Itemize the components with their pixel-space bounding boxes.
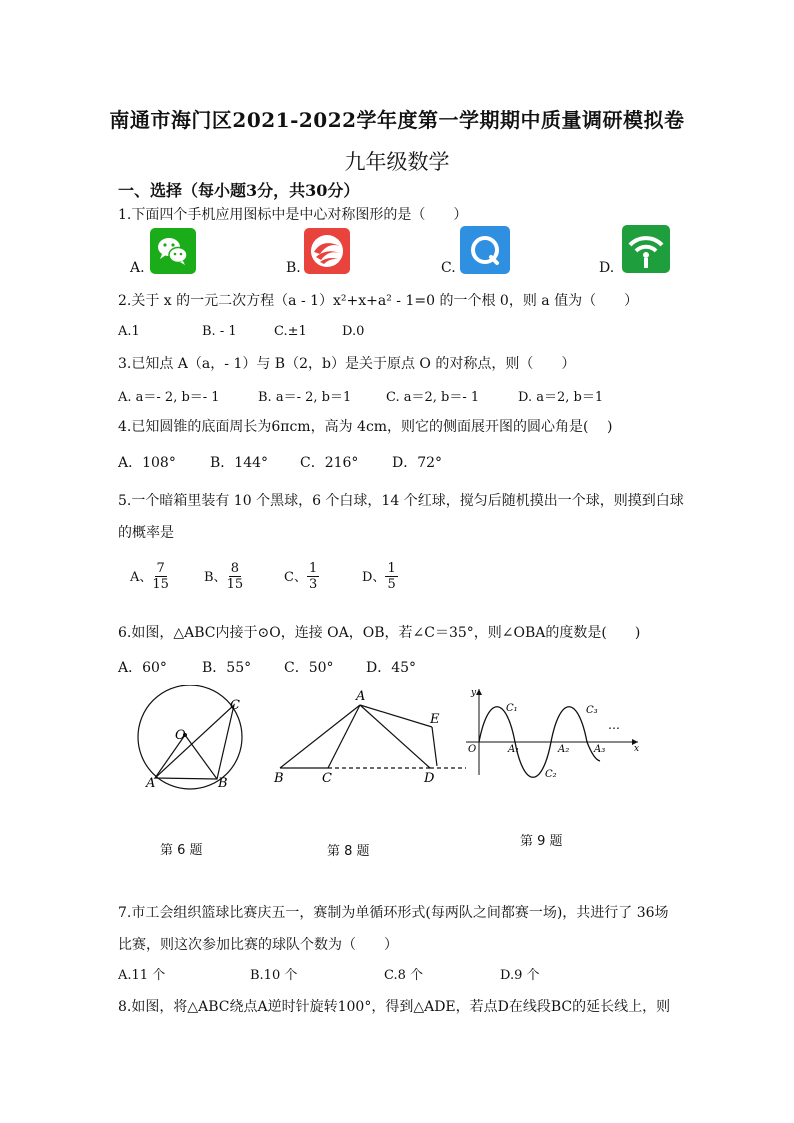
q5-option-d-label: D、 xyxy=(362,570,386,585)
fig8-label-e: E xyxy=(430,712,440,727)
question-5-line-1: 5.一个暗箱里装有 10 个黑球，6 个白球，14 个红球，搅匀后随机摸出一个球，则摸到白球 xyxy=(118,493,684,509)
weibo-icon xyxy=(304,228,350,274)
q6-option-d: D．45° xyxy=(366,660,417,676)
q7-option-c: C.8 个 xyxy=(384,968,424,983)
question-6: 6.如图，△ABC内接于⊙O，连接 OA，OB，若∠C＝35°，则∠OBA的度数是( ) xyxy=(118,625,641,641)
q5-option-c-num: 1 xyxy=(308,561,318,576)
fig6-label-c: C xyxy=(230,698,240,713)
question-7-line-2: 比赛，则这次参加比赛的球队个数为（ ） xyxy=(118,937,398,953)
q4-option-d: D．72° xyxy=(392,455,443,471)
fig8-label-d: D xyxy=(424,771,435,785)
fig8-label-c: C xyxy=(322,771,332,785)
q7-option-b: B.10 个 xyxy=(250,968,298,983)
question-3: 3.已知点 A（a，- 1）与 B（2，b）是关于原点 O 的对称点，则（ ） xyxy=(118,356,576,372)
fig9-label-y: y xyxy=(471,688,477,698)
q4-option-c: C．216° xyxy=(300,455,359,471)
q5-option-c-label: C、 xyxy=(284,570,307,585)
fig9-ellipsis: … xyxy=(608,718,620,732)
q5-option-a xyxy=(130,561,169,592)
q7-option-a: A.11 个 xyxy=(118,968,166,983)
q5-option-a-den: 15 xyxy=(152,577,169,592)
question-5-line-2: 的概率是 xyxy=(118,525,174,541)
question-7-line-1: 7.市工会组织篮球比赛庆五一，赛制为单循环形式(每两队之间都赛一场)，共进行了 36场 xyxy=(118,905,669,921)
q5-option-c-den: 3 xyxy=(308,577,318,592)
figure-8-caption: 第 8 题 xyxy=(327,844,370,859)
fig9-label-c3: C₃ xyxy=(586,705,598,716)
fig6-label-a: A xyxy=(146,776,156,791)
q3-option-c: C. a＝2, b＝- 1 xyxy=(386,390,480,405)
search-app-icon xyxy=(460,226,510,274)
q1-label-c: C. xyxy=(441,260,456,276)
q2-option-c: C.±1 xyxy=(274,324,307,339)
q5-option-b xyxy=(204,561,243,592)
q5-option-d-den: 5 xyxy=(387,577,396,592)
q5-option-a-label: A、 xyxy=(130,570,153,585)
q5-option-d-num: 1 xyxy=(387,561,396,576)
q4-option-a: A．108° xyxy=(118,455,176,471)
figure-6-caption: 第 6 题 xyxy=(160,843,203,858)
fig6-label-o: O xyxy=(175,728,186,743)
question-4: 4.已知圆锥的底面周长为6πcm，高为 4cm，则它的侧面展开图的圆心角是( ) xyxy=(118,419,613,435)
question-2: 2.关于 x 的一元二次方程（a - 1）x²+x+a² - 1=0 的一个根 0，则 a 值为（ ） xyxy=(118,293,639,309)
q1-label-d: D. xyxy=(599,260,615,276)
q5-option-b-den: 15 xyxy=(226,577,244,592)
q2-option-b: B. - 1 xyxy=(202,324,237,339)
q3-option-a: A. a＝- 2, b＝- 1 xyxy=(118,390,220,405)
fig9-label-o: O xyxy=(468,744,477,755)
q5-option-d xyxy=(362,561,398,592)
q5-option-b-label: B、 xyxy=(204,570,227,585)
q6-option-a: A．60° xyxy=(118,660,167,676)
q5-option-c xyxy=(284,561,319,592)
q6-option-b: B．55° xyxy=(202,660,252,676)
q5-option-a-num: 7 xyxy=(156,561,165,576)
exam-subtitle: 九年级数学 xyxy=(344,150,450,174)
q1-label-a: A. xyxy=(130,260,145,276)
fig6-label-b: B xyxy=(218,776,228,791)
q1-label-b: B. xyxy=(286,260,301,276)
fig9-label-x: x xyxy=(634,744,640,754)
figure-8-triangles xyxy=(270,685,470,785)
q3-option-d: D. a＝2, b＝1 xyxy=(518,390,604,405)
fig9-label-a2: A₂ xyxy=(558,744,570,755)
q4-option-b: B．144° xyxy=(210,455,269,471)
q2-option-a: A.1 xyxy=(118,324,140,339)
figure-9-caption: 第 9 题 xyxy=(520,834,563,849)
q6-option-c: C．50° xyxy=(284,660,334,676)
q5-option-b-num: 8 xyxy=(230,561,239,576)
exam-title: 南通市海门区2021-2022学年度第一学期期中质量调研模拟卷 xyxy=(109,108,685,132)
section-heading-choice: 一、选择（每小题3分，共30分） xyxy=(118,181,360,200)
figure-6-circle xyxy=(130,685,260,795)
q7-option-d: D.9 个 xyxy=(500,968,540,983)
fig8-label-a: A xyxy=(356,689,366,704)
question-8: 8.如图，将△ABC绕点A逆时针旋转100°，得到△ADE，若点D在线段BC的延长线上，则 xyxy=(118,999,671,1015)
fig9-label-a1: A₁ xyxy=(508,744,520,755)
q2-option-d: D.0 xyxy=(342,324,365,339)
fig9-label-c2: C₂ xyxy=(545,769,557,780)
wifi-app-icon xyxy=(622,225,670,273)
fig8-label-b: B xyxy=(274,771,284,785)
q3-option-b: B. a＝- 2, b＝1 xyxy=(258,390,352,405)
fig9-label-c1: C₁ xyxy=(506,703,518,714)
wechat-icon xyxy=(150,228,196,274)
fig9-label-a3: A₃ xyxy=(594,744,606,755)
question-1: 1.下面四个手机应用图标中是中心对称图形的是（ ） xyxy=(118,207,468,223)
figure-9-sine-graph xyxy=(462,685,644,780)
